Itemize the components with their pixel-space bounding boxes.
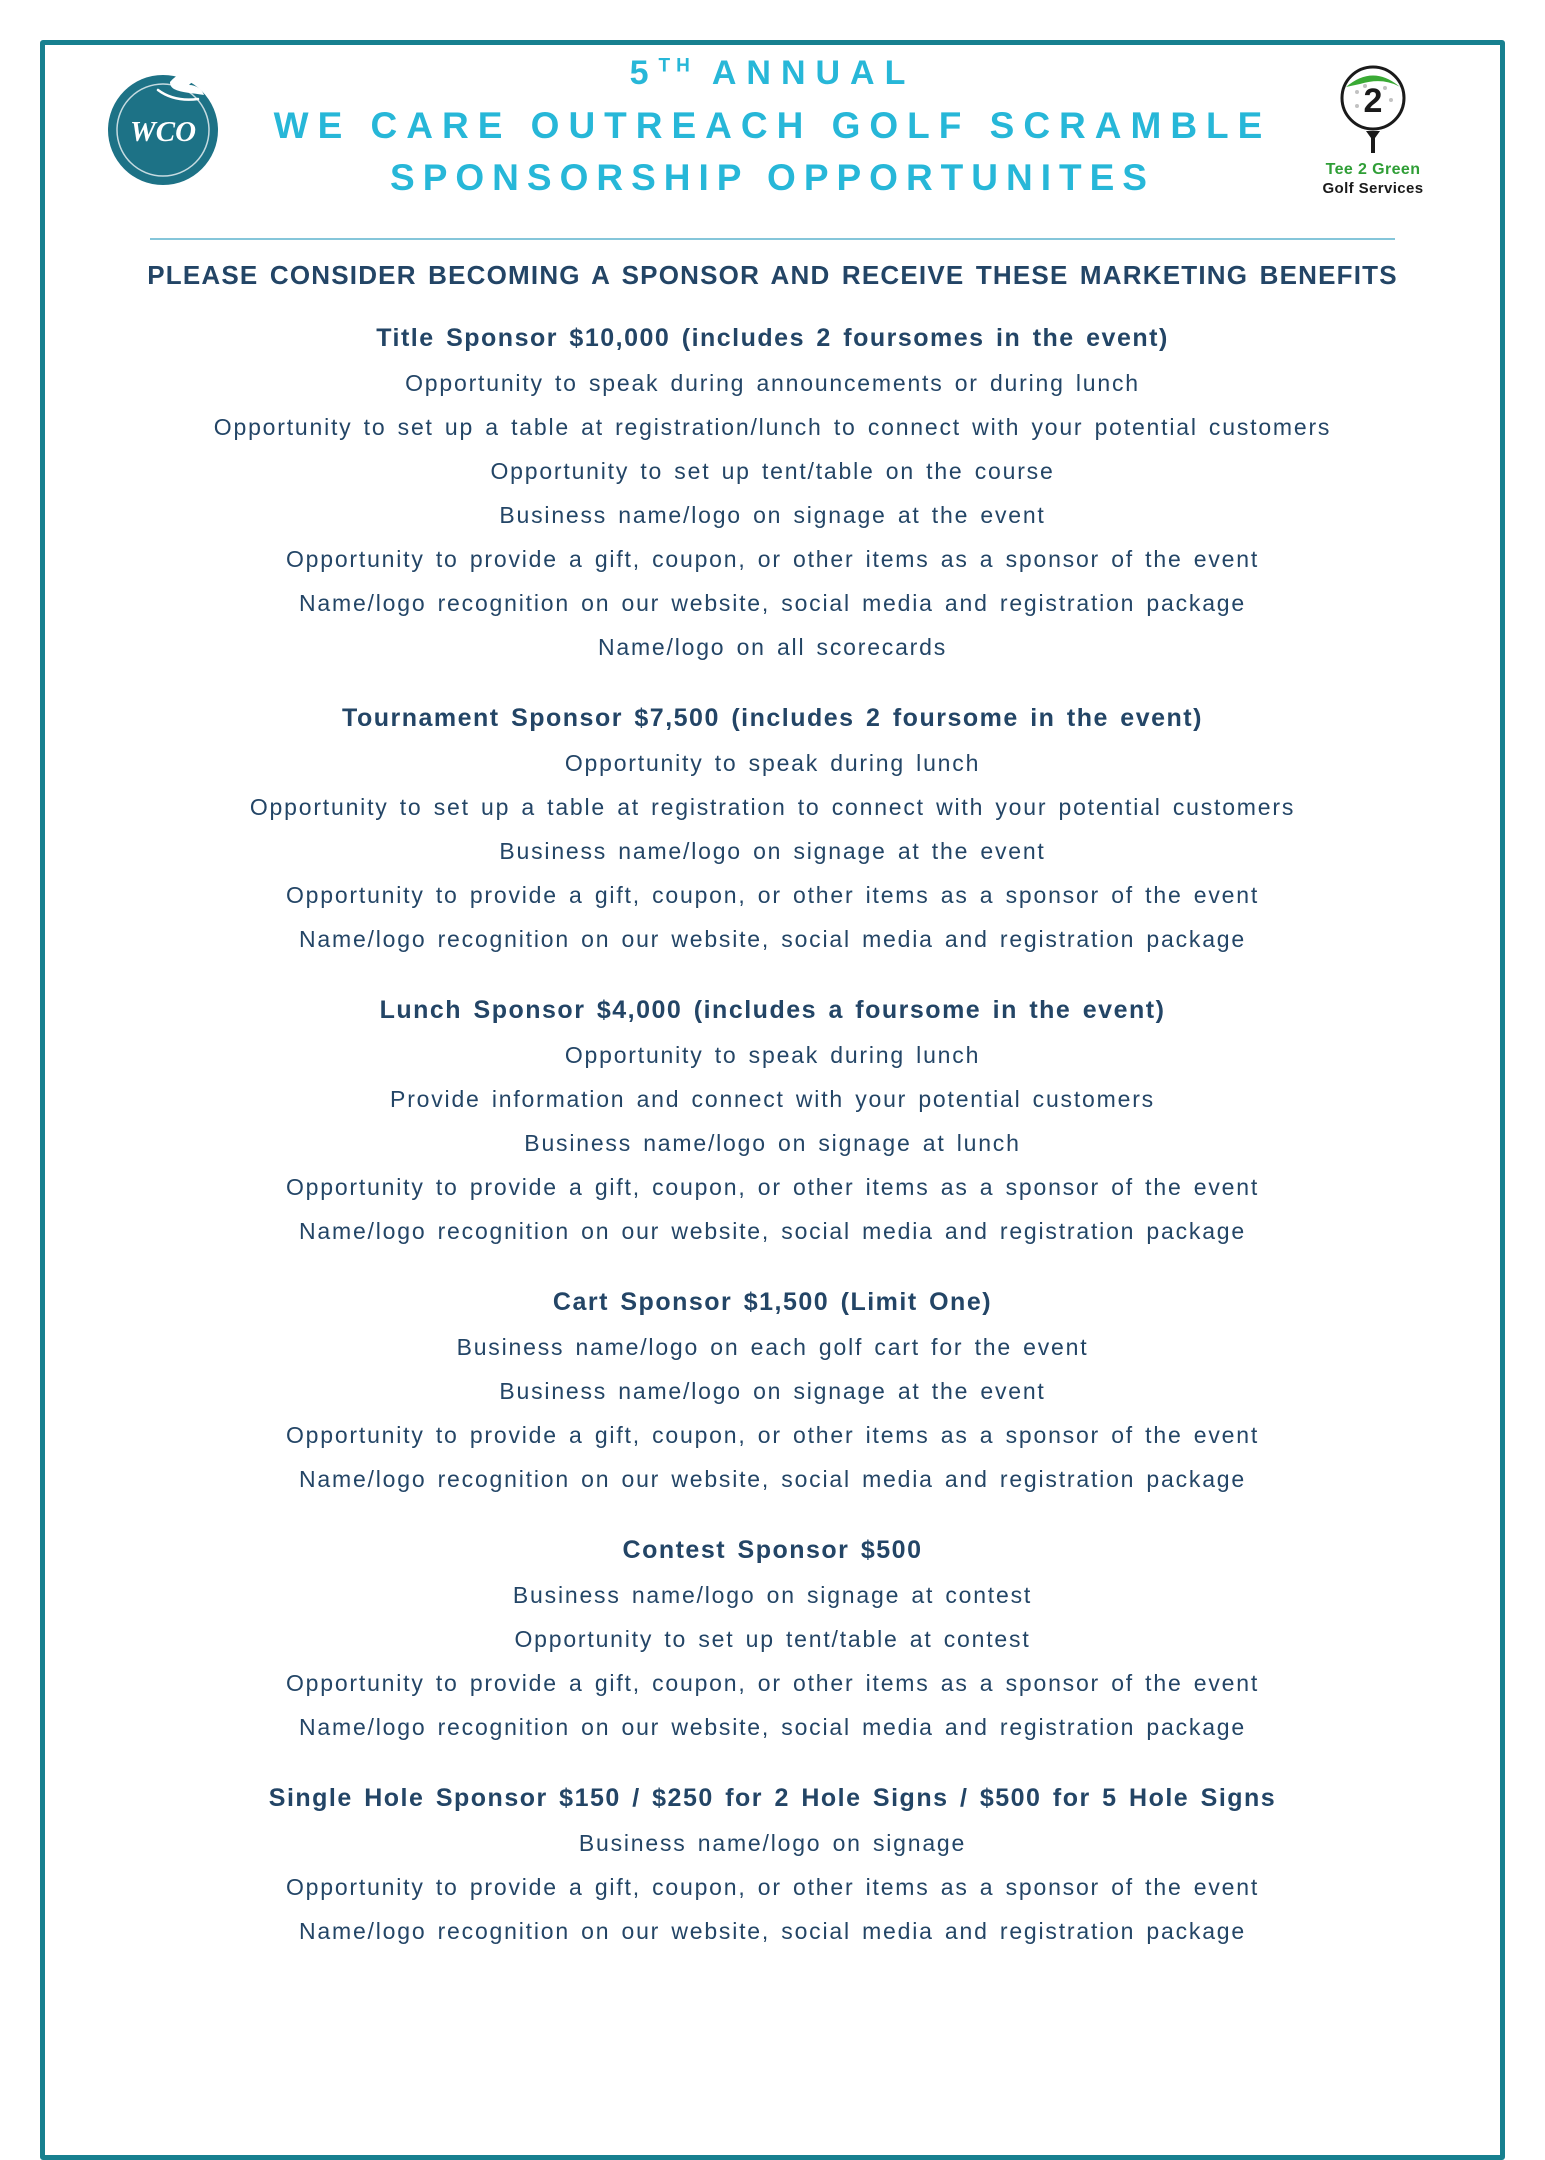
wco-logo-icon	[104, 66, 222, 188]
section-title: Contest Sponsor $500	[622, 1536, 923, 1564]
section-title: Lunch Sponsor $4,000 (includes a foursome in the event)	[379, 996, 1166, 1024]
tee-2-green-name: Tee 2 Green	[1325, 161, 1421, 179]
benefit-line: Business name/logo on signage at the event	[499, 838, 1046, 864]
section-items	[45, 1033, 1500, 1253]
section-title: Title Sponsor $10,000 (includes 2 foursomes in the event)	[376, 324, 1169, 352]
title-subject: SPONSORSHIP OPPORTUNITES	[390, 157, 1155, 198]
sections	[45, 315, 1500, 1953]
benefit-line: Name/logo recognition on our website, social media and registration package	[298, 590, 1246, 616]
benefit-line: Name/logo recognition on our website, social media and registration package	[298, 1466, 1246, 1492]
title-event-name: WE CARE OUTREACH GOLF SCRAMBLE	[273, 105, 1272, 146]
benefit-line: Opportunity to provide a gift, coupon, or other items as a sponsor of the event	[285, 882, 1260, 908]
benefit-line: Opportunity to provide a gift, coupon, or other items as a sponsor of the event	[285, 1174, 1260, 1200]
sponsor-section	[45, 1279, 1500, 1501]
flyer-body	[45, 238, 1500, 1979]
benefit-line: Name/logo recognition on our website, social media and registration package	[298, 926, 1246, 952]
section-title: Single Hole Sponsor $150 / $250 for 2 Hole Signs / $500 for 5 Hole Signs	[268, 1784, 1277, 1812]
page-title	[250, 54, 1295, 199]
benefit-line: Opportunity to set up a table at registration/lunch to connect with your potential customers	[213, 414, 1332, 440]
benefit-line: Opportunity to speak during lunch	[564, 1042, 981, 1068]
section-items	[45, 1573, 1500, 1749]
tee-2-green-subtitle: Golf Services	[1322, 179, 1424, 197]
benefit-line: Opportunity to provide a gift, coupon, or other items as a sponsor of the event	[285, 546, 1260, 572]
benefit-line: Name/logo on all scorecards	[597, 634, 948, 660]
golf-tee-icon	[1366, 131, 1380, 153]
benefit-line: Business name/logo on each golf cart for the event	[456, 1334, 1089, 1360]
benefit-line: Opportunity to set up a table at registration to connect with your potential customers	[249, 794, 1296, 820]
benefit-line: Opportunity to provide a gift, coupon, or other items as a sponsor of the event	[285, 1874, 1260, 1900]
benefit-line: Opportunity to speak during announcements or during lunch	[405, 370, 1140, 396]
wco-logo	[104, 66, 222, 188]
sponsor-section	[45, 1775, 1500, 1953]
header-divider	[150, 238, 1395, 240]
title-annual	[250, 54, 1295, 93]
section-title: Tournament Sponsor $7,500 (includes 2 foursome in the event)	[342, 704, 1203, 732]
benefit-line: Name/logo recognition on our website, social media and registration package	[298, 1218, 1246, 1244]
benefit-line: Opportunity to provide a gift, coupon, or other items as a sponsor of the event	[285, 1670, 1260, 1696]
section-items	[45, 1325, 1500, 1501]
benefit-line: Business name/logo on signage at the event	[499, 502, 1046, 528]
sponsor-section	[45, 1527, 1500, 1749]
sponsor-section	[45, 987, 1500, 1253]
section-items	[45, 361, 1500, 669]
benefit-line: Opportunity to set up tent/table at contest	[514, 1626, 1031, 1652]
sponsor-section	[45, 695, 1500, 961]
benefit-line: Business name/logo on signage	[578, 1830, 967, 1856]
intro-heading: PLEASE CONSIDER BECOMING A SPONSOR AND RECEIVE THESE MARKETING BENEFITS	[147, 260, 1398, 290]
benefit-line: Name/logo recognition on our website, social media and registration package	[298, 1918, 1246, 1944]
annual-number: 5	[629, 54, 659, 92]
benefit-line: Opportunity to speak during lunch	[564, 750, 981, 776]
benefit-line: Business name/logo on signage at the event	[499, 1378, 1046, 1404]
wco-logo-text: WCO	[129, 116, 197, 148]
golf-ball-tee-icon	[1327, 60, 1419, 156]
section-items	[45, 741, 1500, 961]
tee-2-green-number: 2	[1363, 82, 1383, 120]
sponsor-section	[45, 315, 1500, 669]
annual-word: ANNUAL	[711, 54, 916, 92]
benefit-line: Business name/logo on signage at lunch	[524, 1130, 1021, 1156]
benefit-line: Opportunity to provide a gift, coupon, or other items as a sponsor of the event	[285, 1422, 1260, 1448]
section-title: Cart Sponsor $1,500 (Limit One)	[552, 1288, 993, 1316]
benefit-line: Provide information and connect with your potential customers	[390, 1086, 1155, 1112]
benefit-line: Business name/logo on signage at contest	[512, 1582, 1033, 1608]
header	[0, 0, 1545, 240]
benefit-line: Opportunity to set up tent/table on the course	[490, 458, 1055, 484]
annual-ordinal: TH	[658, 55, 696, 77]
section-items	[45, 1821, 1500, 1953]
benefit-line: Name/logo recognition on our website, social media and registration package	[298, 1714, 1246, 1740]
tee-2-green-logo	[1293, 60, 1453, 197]
